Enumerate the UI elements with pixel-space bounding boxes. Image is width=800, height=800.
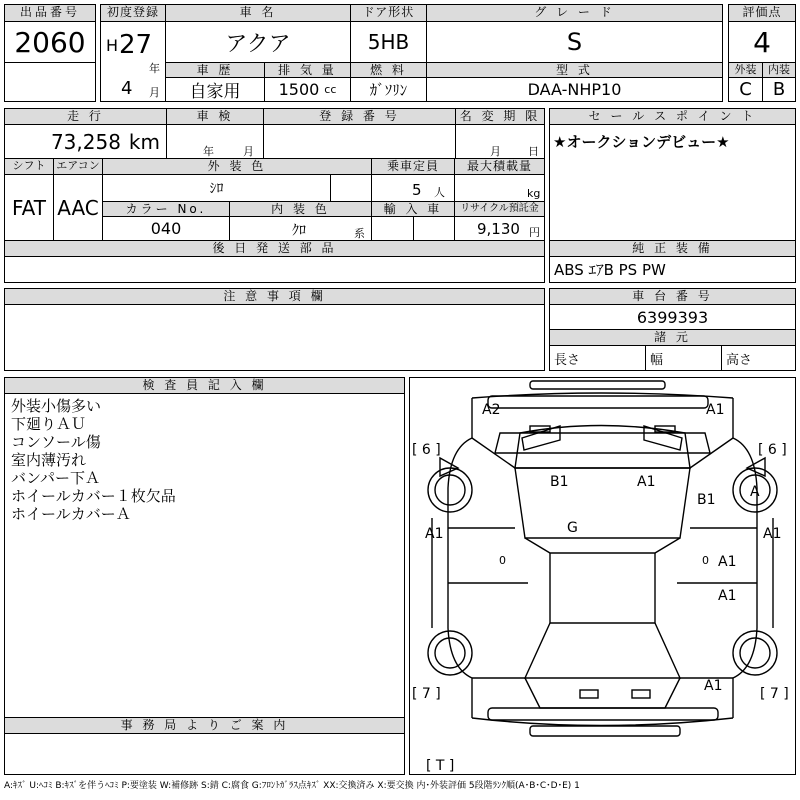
inspector-note: 下廻りＡＵ bbox=[11, 415, 87, 433]
name-change-month-unit: 月 bbox=[490, 145, 501, 158]
equipment-value: ABS ｴｱB PS PW bbox=[549, 256, 796, 283]
month-unit: 月 bbox=[149, 86, 160, 99]
inspection-year-unit: 年 bbox=[203, 145, 214, 158]
sales-point-box bbox=[549, 124, 796, 241]
km-unit: km bbox=[128, 129, 160, 154]
registration-month: 4 bbox=[121, 78, 133, 99]
first-registration-box bbox=[100, 21, 166, 102]
inspector-note: 外装小傷多い bbox=[11, 397, 102, 415]
inspection-box bbox=[166, 124, 264, 159]
fuel-value: ｶﾞｿﾘﾝ bbox=[350, 77, 427, 102]
diagram-label: G bbox=[567, 520, 578, 536]
exterior-color-value: ｼﾛ bbox=[102, 174, 331, 202]
displacement-box bbox=[264, 77, 351, 102]
history-label: 車 歴 bbox=[165, 62, 265, 78]
mileage-box bbox=[4, 124, 167, 159]
interior-grade-value: B bbox=[762, 77, 796, 102]
exterior-color-label: 外 装 色 bbox=[102, 158, 372, 175]
diagram-label: [ 6 ] bbox=[412, 442, 441, 458]
aircon-value: AAC bbox=[53, 174, 103, 241]
notes-box bbox=[4, 304, 545, 371]
import-blank-b bbox=[413, 216, 455, 241]
max-load-label: 最大積載量 bbox=[454, 158, 545, 175]
exterior-color-blank bbox=[330, 174, 372, 202]
displacement-label: 排 気 量 bbox=[264, 62, 351, 78]
lot-number-blank bbox=[4, 62, 96, 102]
damage-diagram bbox=[409, 377, 796, 775]
recycle-label: リサイクル預託金 bbox=[454, 201, 545, 217]
capacity-box bbox=[371, 174, 455, 202]
aircon-label: エアコン bbox=[53, 158, 103, 175]
cc-unit: cc bbox=[324, 83, 337, 96]
inspection-label: 車 検 bbox=[166, 108, 264, 125]
capacity-unit: 人 bbox=[434, 186, 445, 199]
interior-color-value: ｸﾛ bbox=[292, 223, 306, 239]
interior-color-unit: 系 bbox=[354, 227, 365, 240]
car-diagram-svg bbox=[410, 378, 795, 774]
diagram-label: [ 6 ] bbox=[758, 442, 787, 458]
inspector-note: 室内薄汚れ bbox=[11, 451, 87, 469]
inspector-note: ホイールカバーＡ bbox=[11, 505, 131, 523]
car-name-label: 車 名 bbox=[165, 4, 351, 22]
interior-color-label: 内 装 色 bbox=[229, 201, 372, 217]
recycle-box bbox=[454, 216, 545, 241]
name-change-box bbox=[455, 124, 545, 159]
import-blank-a bbox=[371, 216, 414, 241]
mileage-label: 走 行 bbox=[4, 108, 167, 125]
lot-number-label: 出品番号 bbox=[4, 4, 96, 22]
chassis-number-value: 6399393 bbox=[549, 304, 796, 330]
diagram-label: A1 bbox=[425, 526, 444, 542]
first-registration-label: 初度登録 bbox=[100, 4, 166, 22]
score-label: 評価点 bbox=[728, 4, 796, 22]
inspector-notes-label: 検 査 員 記 入 欄 bbox=[4, 377, 405, 394]
shift-label: シフト bbox=[4, 158, 54, 175]
mileage-value: 73,258 bbox=[50, 129, 121, 154]
office-notice-label: 事 務 局 よ り ご 案 内 bbox=[4, 717, 405, 734]
sales-point-label: セ ー ル ス ポ イ ン ト bbox=[549, 108, 796, 125]
diagram-label: A1 bbox=[718, 554, 737, 570]
inspector-note: バンパー下Ａ bbox=[11, 469, 100, 487]
sales-point-text: ★オークションデビュー★ bbox=[553, 133, 730, 151]
diagram-label: A1 bbox=[718, 588, 737, 604]
width-label: 幅 bbox=[645, 345, 722, 371]
exterior-grade-label: 外装 bbox=[728, 62, 763, 78]
notes-label: 注 意 事 項 欄 bbox=[4, 288, 545, 305]
inspector-notes-box bbox=[4, 393, 405, 718]
diagram-label: B1 bbox=[550, 474, 569, 490]
inspection-month-unit: 月 bbox=[243, 145, 254, 158]
capacity-label: 乗車定員 bbox=[371, 158, 455, 175]
capacity-value: 5 bbox=[412, 181, 422, 199]
later-parts-label: 後 日 発 送 部 品 bbox=[4, 240, 545, 257]
later-parts-box bbox=[4, 256, 545, 283]
equipment-label: 純 正 装 備 bbox=[549, 240, 796, 257]
fuel-label: 燃 料 bbox=[350, 62, 427, 78]
score-value: 4 bbox=[728, 21, 796, 63]
specs-label: 諸 元 bbox=[549, 329, 796, 346]
height-label: 高さ bbox=[721, 345, 796, 371]
diagram-label: B1 bbox=[697, 492, 716, 508]
registration-number-value bbox=[263, 124, 456, 159]
color-number-label: カラー No. bbox=[102, 201, 230, 217]
year-unit: 年 bbox=[149, 62, 160, 75]
history-value: 自家用 bbox=[165, 77, 265, 102]
displacement-value: 1500 bbox=[278, 80, 320, 99]
diagram-label: A1 bbox=[704, 678, 723, 694]
length-label: 長さ bbox=[549, 345, 646, 371]
name-change-label: 名 変 期 限 bbox=[455, 108, 545, 125]
office-notice-box bbox=[4, 733, 405, 775]
era: H bbox=[106, 36, 119, 55]
interior-grade-label: 内装 bbox=[762, 62, 796, 78]
max-load-box bbox=[454, 174, 545, 202]
recycle-value: 9,130 bbox=[477, 220, 520, 238]
car-name-value: アクア bbox=[165, 21, 351, 63]
diagram-label: 0 bbox=[499, 554, 506, 567]
model-label: 型 式 bbox=[426, 62, 723, 78]
grade-value: S bbox=[426, 21, 723, 63]
exterior-grade-value: C bbox=[728, 77, 763, 102]
registration-number-label: 登 録 番 号 bbox=[263, 108, 456, 125]
inspector-note: コンソール傷 bbox=[11, 433, 101, 451]
model-value: DAA-NHP10 bbox=[426, 77, 723, 102]
diagram-label: A1 bbox=[763, 526, 782, 542]
diagram-label: A2 bbox=[482, 402, 501, 418]
inspector-note: ホイールカバー１枚欠品 bbox=[11, 487, 176, 505]
diagram-label: 0 bbox=[702, 554, 709, 567]
grade-label: グ レ ー ド bbox=[426, 4, 723, 22]
door-type-label: ドア形状 bbox=[350, 4, 427, 22]
diagram-label: [ 7 ] bbox=[412, 686, 441, 702]
recycle-unit: 円 bbox=[529, 226, 540, 239]
diagram-label: [ T ] bbox=[426, 758, 455, 774]
diagram-label: A1 bbox=[637, 474, 656, 490]
diagram-label: [ 7 ] bbox=[760, 686, 789, 702]
lot-number-value: 2060 bbox=[4, 21, 96, 63]
legend-text: A:ｷｽﾞ U:ﾍｺﾐ B:ｷｽﾞを伴うﾍｺﾐ P:要塗装 W:補修跡 S:錆 C:腐食 G:ﾌﾛﾝﾄｶﾞﾗｽ点ｷｽﾞ XX:交換済み X:要交換 内･外装評価 5段階ﾗﾝｸ順(A･B･C･D･E) 1 bbox=[4, 781, 580, 791]
chassis-number-label: 車 台 番 号 bbox=[549, 288, 796, 305]
door-type-value: 5HB bbox=[350, 21, 427, 63]
max-load-unit: kg bbox=[527, 187, 541, 200]
diagram-label: A bbox=[750, 484, 760, 500]
color-number-value: 040 bbox=[102, 216, 230, 241]
interior-color-box bbox=[229, 216, 372, 241]
name-change-day-unit: 日 bbox=[528, 145, 539, 158]
import-label: 輸 入 車 bbox=[371, 201, 455, 217]
registration-year: 27 bbox=[119, 30, 153, 60]
shift-value: FAT bbox=[4, 174, 54, 241]
diagram-label: A1 bbox=[706, 402, 725, 418]
